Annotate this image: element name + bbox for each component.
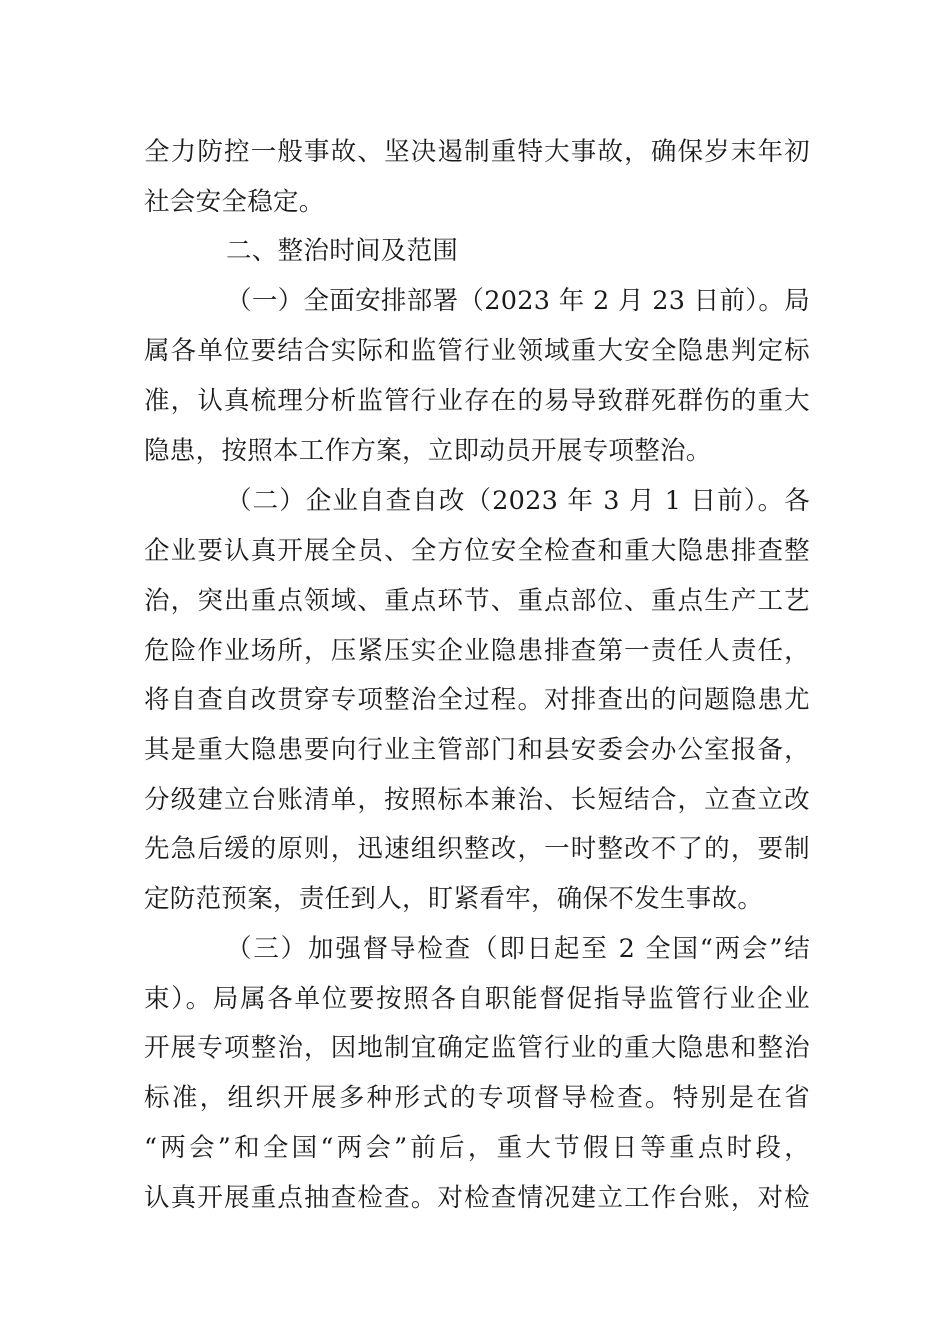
text-line: 其是重大隐患要向行业主管部门和县安委会办公室报备， bbox=[144, 735, 810, 765]
text-line: 属各单位要结合实际和监管行业领域重大安全隐患判定标 bbox=[144, 336, 810, 366]
text-line: （一）全面安排部署（2023 年 2 月 23 日前）。局 bbox=[226, 286, 810, 316]
text-line: 治，突出重点领域、重点环节、重点部位、重点生产工艺 bbox=[144, 586, 810, 616]
text-line: 社会安全稳定。 bbox=[144, 187, 325, 217]
text-line: 隐患，按照本工作方案，立即动员开展专项整治。 bbox=[144, 436, 712, 466]
text-line: 定防范预案，责任到人，盯紧看牢，确保不发生事故。 bbox=[144, 884, 764, 914]
text-line: 分级建立台账清单，按照标本兼治、长短结合，立查立改 bbox=[144, 785, 810, 815]
text-line: （二）企业自查自改（2023 年 3 月 1 日前）。各 bbox=[226, 486, 810, 516]
text-line: 危险作业场所，压紧压实企业隐患排查第一责任人责任， bbox=[144, 636, 810, 666]
section-heading: 二、整治时间及范围 bbox=[226, 236, 459, 266]
text-line: 束）。局属各单位要按照各自职能督促指导监管行业企业 bbox=[144, 984, 810, 1014]
text-line: （三）加强督导检查（即日起至 2 全国“两会”结 bbox=[226, 934, 810, 964]
text-line: 将自查自改贯穿专项整治全过程。对排查出的问题隐患尤 bbox=[144, 685, 810, 715]
text-line: 认真开展重点抽查检查。对检查情况建立工作台账，对检 bbox=[144, 1183, 810, 1213]
text-line: 准，认真梳理分析监管行业存在的易导致群死群伤的重大 bbox=[144, 386, 810, 416]
text-line: 全力防控一般事故、坚决遏制重特大事故，确保岁末年初 bbox=[144, 137, 810, 167]
text-line: “两会”和全国“两会”前后，重大节假日等重点时段， bbox=[144, 1133, 810, 1163]
text-line: 先急后缓的原则，迅速组织整改，一时整改不了的，要制 bbox=[144, 834, 810, 864]
text-line: 标准，组织开展多种形式的专项督导检查。特别是在省 bbox=[144, 1083, 810, 1113]
text-line: 企业要认真开展全员、全方位安全检查和重大隐患排查整 bbox=[144, 536, 810, 566]
text-line: 开展专项整治，因地制宜确定监管行业的重大隐患和整治 bbox=[144, 1033, 810, 1063]
